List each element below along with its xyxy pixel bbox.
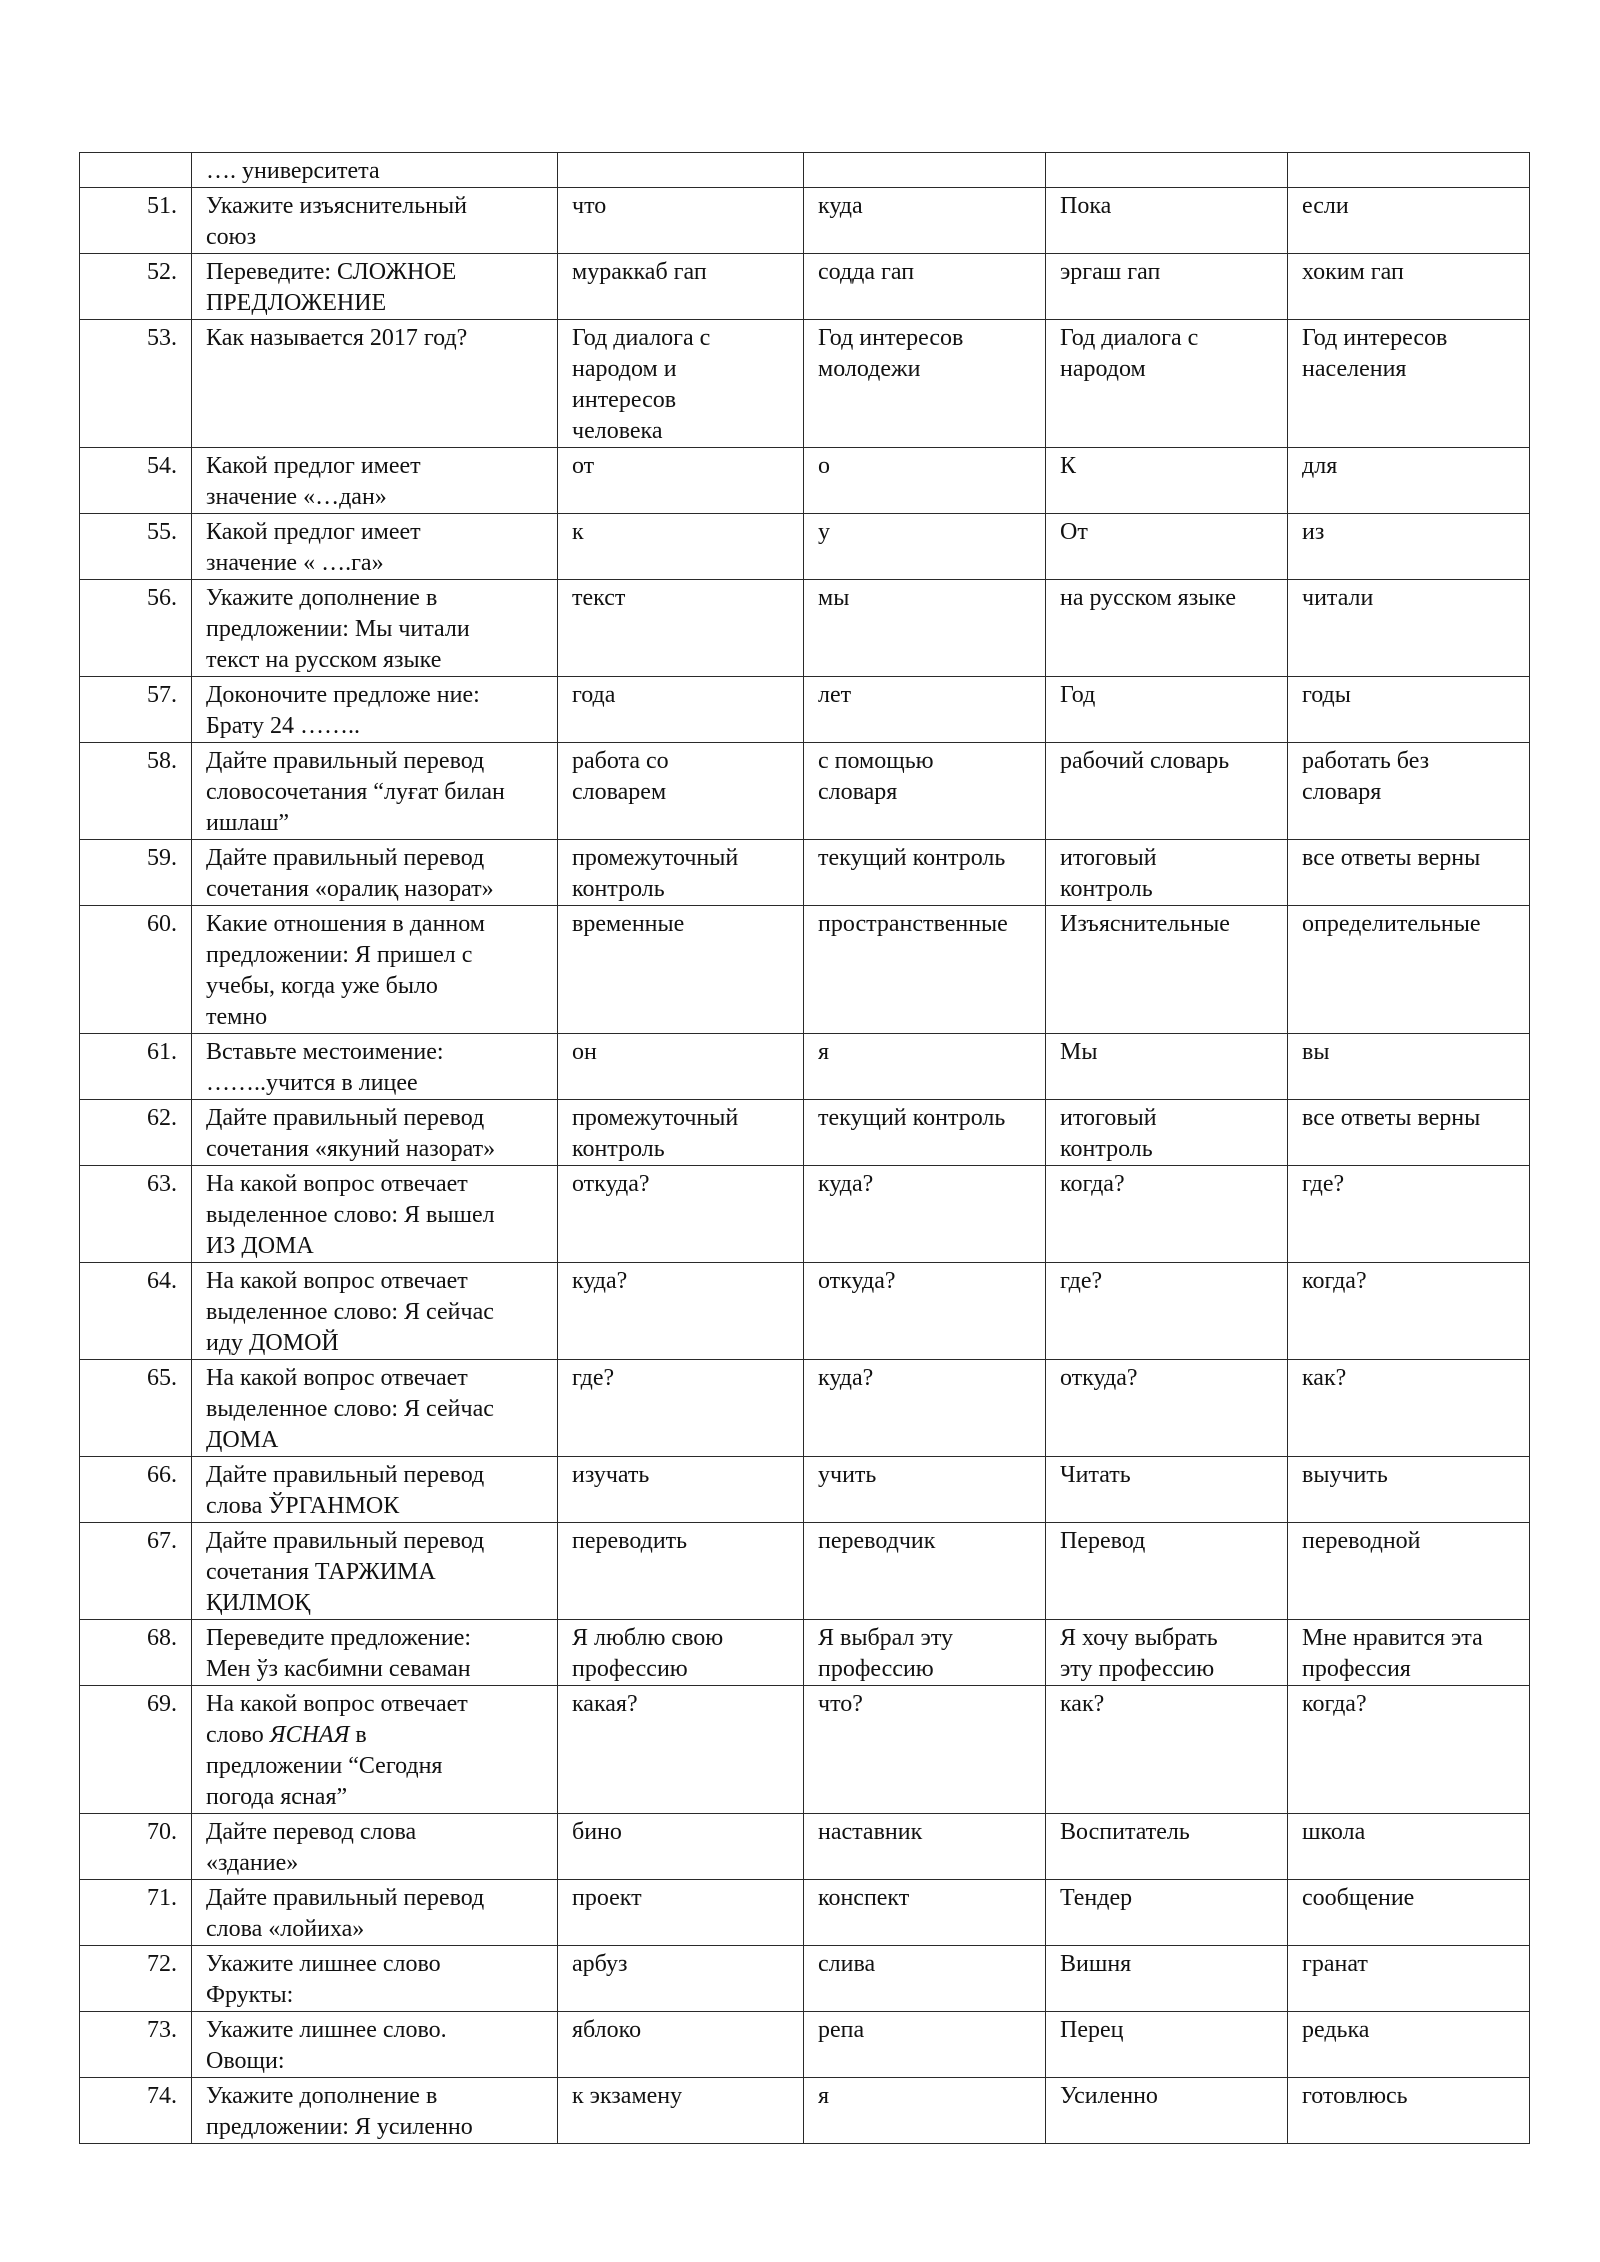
question-number: 67. (80, 1523, 192, 1620)
table-row (80, 1263, 1530, 1360)
answer-c: Год (1046, 677, 1288, 743)
question-number: 70. (80, 1814, 192, 1880)
answer-b (804, 153, 1046, 188)
question-number: 51. (80, 188, 192, 254)
answer-d: читали (1288, 580, 1530, 677)
question-number: 56. (80, 580, 192, 677)
question-text-end: в предложении “Сегодня погода ясная” (206, 1722, 443, 1810)
answer-d: выучить (1288, 1457, 1530, 1523)
answer-d: переводной (1288, 1523, 1530, 1620)
answer-c: От (1046, 514, 1288, 580)
table-row (80, 1034, 1530, 1100)
table-row (80, 514, 1530, 580)
question-number: 59. (80, 840, 192, 906)
answer-a: промежуточный контроль (558, 1100, 804, 1166)
question-text: Дайте правильный перевод словосочетания “луғат билан ишлаш” (192, 743, 558, 840)
answer-a: мураккаб гап (558, 254, 804, 320)
answer-c: Я хочу выбрать эту профессию (1046, 1620, 1288, 1686)
answer-c: рабочий словарь (1046, 743, 1288, 840)
question-text: Доконочите предложе ние: Брату 24 …….. (192, 677, 558, 743)
table-row (80, 1686, 1530, 1814)
question-number: 63. (80, 1166, 192, 1263)
answer-b: Год интересов молодежи (804, 320, 1046, 448)
question-number: 58. (80, 743, 192, 840)
answer-b: переводчик (804, 1523, 1046, 1620)
answer-d: где? (1288, 1166, 1530, 1263)
table-row (80, 1880, 1530, 1946)
question-number: 64. (80, 1263, 192, 1360)
answer-d: когда? (1288, 1263, 1530, 1360)
answer-b: о (804, 448, 1046, 514)
table-row (80, 906, 1530, 1034)
question-number: 72. (80, 1946, 192, 2012)
question-text: На какой вопрос отвечает выделенное слово: Я вышел ИЗ ДОМА (192, 1166, 558, 1263)
table-row (80, 188, 1530, 254)
answer-a: Год диалога с народом и интересов человека (558, 320, 804, 448)
question-number: 62. (80, 1100, 192, 1166)
answer-b: Я выбрал эту профессию (804, 1620, 1046, 1686)
answer-a: к экзамену (558, 2078, 804, 2144)
questions-table-body (80, 153, 1530, 2144)
answer-b: с помощью словаря (804, 743, 1046, 840)
question-text-start: На какой вопрос отвечает слово (206, 1691, 468, 1748)
question-number: 69. (80, 1686, 192, 1814)
table-row (80, 840, 1530, 906)
question-number: 60. (80, 906, 192, 1034)
answer-a: к (558, 514, 804, 580)
answer-c: Воспитатель (1046, 1814, 1288, 1880)
answer-a: работа со словарем (558, 743, 804, 840)
answer-c: К (1046, 448, 1288, 514)
question-number: 61. (80, 1034, 192, 1100)
table-row (80, 254, 1530, 320)
answer-d: если (1288, 188, 1530, 254)
answer-a: изучать (558, 1457, 804, 1523)
answer-d: работать без словаря (1288, 743, 1530, 840)
answer-a: арбуз (558, 1946, 804, 2012)
table-row (80, 153, 1530, 188)
answer-b: откуда? (804, 1263, 1046, 1360)
question-text: Дайте правильный перевод слова «лойиха» (192, 1880, 558, 1946)
answer-c: Усиленно (1046, 2078, 1288, 2144)
answer-b: куда? (804, 1166, 1046, 1263)
answer-b: куда (804, 188, 1046, 254)
answer-b: что? (804, 1686, 1046, 1814)
answer-c: эргаш гап (1046, 254, 1288, 320)
question-text: Укажите лишнее слово. Овощи: (192, 2012, 558, 2078)
answer-d: готовлюсь (1288, 2078, 1530, 2144)
answer-a: текст (558, 580, 804, 677)
question-text: На какой вопрос отвечает выделенное слово: Я сейчас ДОМА (192, 1360, 558, 1457)
question-text: Какой предлог имеет значение « ….га» (192, 514, 558, 580)
question-text: Укажите дополнение в предложении: Я усиленно (192, 2078, 558, 2144)
table-row (80, 448, 1530, 514)
answer-b: наставник (804, 1814, 1046, 1880)
table-row (80, 1946, 1530, 2012)
table-row (80, 1814, 1530, 1880)
question-text: Дайте правильный перевод слова ЎРГАНМОК (192, 1457, 558, 1523)
answer-d: Мне нравится эта профессия (1288, 1620, 1530, 1686)
answer-b: слива (804, 1946, 1046, 2012)
table-row (80, 1360, 1530, 1457)
question-text: Дайте перевод слова «здание» (192, 1814, 558, 1880)
answer-a: где? (558, 1360, 804, 1457)
question-text: Укажите лишнее слово Фрукты: (192, 1946, 558, 2012)
questions-table (79, 152, 1530, 2144)
question-text: Дайте правильный перевод сочетания ТАРЖИМА ҚИЛМОҚ (192, 1523, 558, 1620)
table-row (80, 2012, 1530, 2078)
question-text: Переведите: СЛОЖНОЕ ПРЕДЛОЖЕНИЕ (192, 254, 558, 320)
question-text: Дайте правильный перевод сочетания «оралиқ назорат» (192, 840, 558, 906)
question-number: 53. (80, 320, 192, 448)
answer-c: Пока (1046, 188, 1288, 254)
table-row (80, 320, 1530, 448)
answer-d: хоким гап (1288, 254, 1530, 320)
answer-c: когда? (1046, 1166, 1288, 1263)
answer-c: откуда? (1046, 1360, 1288, 1457)
question-text: Укажите дополнение в предложении: Мы читали текст на русском языке (192, 580, 558, 677)
question-number: 65. (80, 1360, 192, 1457)
answer-b: конспект (804, 1880, 1046, 1946)
question-text: Какие отношения в данном предложении: Я пришел с учебы, когда уже было темно (192, 906, 558, 1034)
question-highlighted-word: ЯСНАЯ (269, 1722, 350, 1748)
answer-d: как? (1288, 1360, 1530, 1457)
answer-a: бино (558, 1814, 804, 1880)
question-number: 54. (80, 448, 192, 514)
question-number: 66. (80, 1457, 192, 1523)
question-text: …. университета (192, 153, 558, 188)
answer-c: итоговый контроль (1046, 1100, 1288, 1166)
table-row (80, 1620, 1530, 1686)
answer-b: содда гап (804, 254, 1046, 320)
answer-b: мы (804, 580, 1046, 677)
answer-b: я (804, 1034, 1046, 1100)
answer-c: Читать (1046, 1457, 1288, 1523)
answer-b: репа (804, 2012, 1046, 2078)
answer-a: временные (558, 906, 804, 1034)
answer-a: Я люблю свою профессию (558, 1620, 804, 1686)
answer-c (1046, 153, 1288, 188)
question-text (192, 1686, 558, 1814)
answer-c: Изъяснительные (1046, 906, 1288, 1034)
answer-c: как? (1046, 1686, 1288, 1814)
question-text: На какой вопрос отвечает выделенное слово: Я сейчас иду ДОМОЙ (192, 1263, 558, 1360)
table-row (80, 1523, 1530, 1620)
answer-b: у (804, 514, 1046, 580)
answer-c: Перевод (1046, 1523, 1288, 1620)
answer-c: Перец (1046, 2012, 1288, 2078)
answer-b: лет (804, 677, 1046, 743)
answer-a: какая? (558, 1686, 804, 1814)
answer-c: Тендер (1046, 1880, 1288, 1946)
answer-c: где? (1046, 1263, 1288, 1360)
answer-c: на русском языке (1046, 580, 1288, 677)
answer-d (1288, 153, 1530, 188)
answer-a: откуда? (558, 1166, 804, 1263)
question-number: 57. (80, 677, 192, 743)
answer-a: промежуточный контроль (558, 840, 804, 906)
table-row (80, 743, 1530, 840)
answer-c: Мы (1046, 1034, 1288, 1100)
question-text: Как называется 2017 год? (192, 320, 558, 448)
answer-d: когда? (1288, 1686, 1530, 1814)
answer-d: гранат (1288, 1946, 1530, 2012)
table-row (80, 1457, 1530, 1523)
answer-a (558, 153, 804, 188)
question-number: 55. (80, 514, 192, 580)
question-text: Укажите изъяснительный союз (192, 188, 558, 254)
answer-d: определительные (1288, 906, 1530, 1034)
question-number: 73. (80, 2012, 192, 2078)
question-number: 68. (80, 1620, 192, 1686)
answer-d: редька (1288, 2012, 1530, 2078)
table-row (80, 580, 1530, 677)
question-text: Дайте правильный перевод сочетания «якуний назорат» (192, 1100, 558, 1166)
answer-b: текущий контроль (804, 840, 1046, 906)
question-number: 74. (80, 2078, 192, 2144)
answer-a: он (558, 1034, 804, 1100)
answer-a: от (558, 448, 804, 514)
answer-d: вы (1288, 1034, 1530, 1100)
answer-b: куда? (804, 1360, 1046, 1457)
answer-a: переводить (558, 1523, 804, 1620)
table-row (80, 677, 1530, 743)
answer-d: школа (1288, 1814, 1530, 1880)
table-row (80, 1166, 1530, 1263)
question-text: Переведите предложение: Мен ўз касбимни севаман (192, 1620, 558, 1686)
answer-b: учить (804, 1457, 1046, 1523)
answer-d: все ответы верны (1288, 840, 1530, 906)
question-number: 52. (80, 254, 192, 320)
answer-c: Вишня (1046, 1946, 1288, 2012)
question-number (80, 153, 192, 188)
answer-a: проект (558, 1880, 804, 1946)
answer-d: Год интересов населения (1288, 320, 1530, 448)
answer-b: пространственные (804, 906, 1046, 1034)
answer-d: все ответы верны (1288, 1100, 1530, 1166)
answer-b: я (804, 2078, 1046, 2144)
answer-d: годы (1288, 677, 1530, 743)
question-number: 71. (80, 1880, 192, 1946)
question-text: Какой предлог имеет значение «…дан» (192, 448, 558, 514)
question-text: Вставьте местоимение: ……..учится в лицее (192, 1034, 558, 1100)
table-row (80, 2078, 1530, 2144)
answer-a: что (558, 188, 804, 254)
answer-a: года (558, 677, 804, 743)
table-row (80, 1100, 1530, 1166)
answer-a: яблоко (558, 2012, 804, 2078)
answer-c: Год диалога с народом (1046, 320, 1288, 448)
answer-c: итоговый контроль (1046, 840, 1288, 906)
answer-d: из (1288, 514, 1530, 580)
answer-b: текущий контроль (804, 1100, 1046, 1166)
answer-d: для (1288, 448, 1530, 514)
answer-a: куда? (558, 1263, 804, 1360)
answer-d: сообщение (1288, 1880, 1530, 1946)
